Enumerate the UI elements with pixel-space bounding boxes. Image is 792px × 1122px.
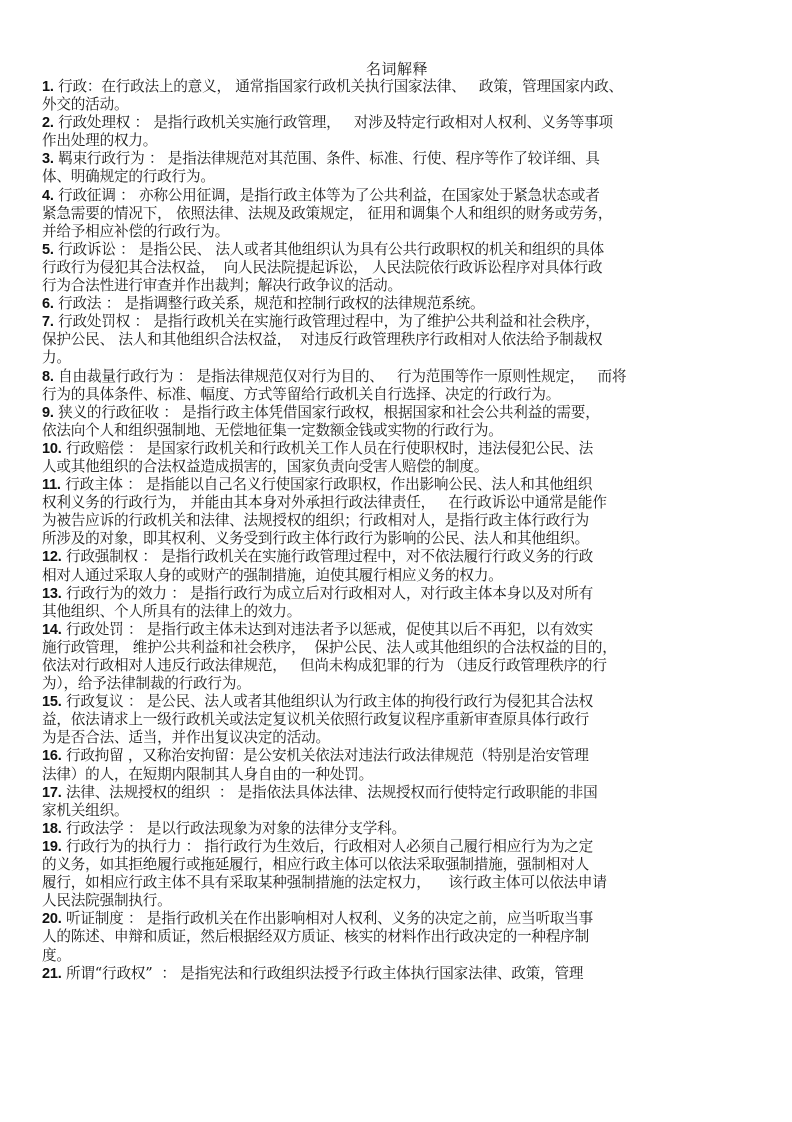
document-title: 名词解释 bbox=[365, 60, 428, 78]
definition-line bbox=[42, 747, 752, 765]
definition-line bbox=[42, 965, 752, 983]
entry-number: 14. bbox=[42, 621, 62, 638]
definition-line bbox=[42, 585, 752, 603]
entry-text: 紧急需要的情况下， 依照法律、法规及政策规定， 征用和调集个人和组织的财务或劳务， bbox=[42, 204, 613, 222]
definition-entry bbox=[42, 78, 752, 114]
entry-text: 家机关组织。 bbox=[42, 801, 129, 819]
entry-text: 依法向个人和组织强制地、无偿地征集一定数额金钱或实物的行政行为。 bbox=[42, 421, 503, 439]
entry-text: 法律）的人，在短期内限制其人身自由的一种处罚。 bbox=[42, 765, 374, 783]
entry-number: 6. bbox=[42, 296, 54, 313]
entry-text: 行政强制权 ： 是指行政机关在实施行政管理过程中，对不依法履行行政义务的行政 bbox=[61, 548, 594, 566]
definition-line bbox=[42, 693, 752, 711]
entry-number: 9. bbox=[42, 404, 54, 421]
definition-line bbox=[42, 838, 752, 856]
definition-line bbox=[42, 820, 752, 838]
definition-entry bbox=[42, 241, 752, 295]
entry-text: 行政行为的效力 ： 是指行政行为成立后对行政相对人，对行政主体本身以及对所有 bbox=[61, 584, 594, 602]
entry-text: 人的陈述、申辩和质证，然后根据经双方质证、核实的材料作出行政决定的一种程序制 bbox=[42, 928, 589, 946]
definition-line bbox=[42, 603, 752, 621]
definition-line bbox=[42, 223, 752, 241]
entry-text: 人或其他组织的合法权益造成损害的，国家负责向受害人赔偿的制度。 bbox=[42, 457, 489, 475]
definition-line bbox=[42, 928, 752, 946]
definition-entry bbox=[42, 313, 752, 367]
entry-number: 13. bbox=[42, 585, 62, 602]
entry-number: 2. bbox=[42, 115, 54, 132]
definition-entry bbox=[42, 784, 752, 820]
definition-entry bbox=[42, 114, 752, 150]
definition-line bbox=[42, 368, 752, 386]
entry-number: 7. bbox=[42, 314, 54, 331]
entry-text: 行为合法性进行审查并作出裁判；解决行政争议的活动。 bbox=[42, 277, 402, 295]
definition-line bbox=[42, 567, 752, 585]
entry-text: 行政行为的执行力 ： 指行政行为生效后，行政相对人必须自己履行相应行为为之定 bbox=[61, 837, 594, 855]
entry-text: 行政主体 ： 是指能以自己名义行使国家行政职权，作出影响公民、法人和其他组织 bbox=[60, 476, 593, 494]
entry-text: 行政处理权 ： 是指行政机关实施行政管理， 对涉及特定行政相对人权利、义务等事项 bbox=[53, 114, 613, 132]
definition-line bbox=[42, 657, 752, 675]
definition-entry bbox=[42, 747, 752, 783]
entry-text: 自由裁量行政行为 ： 是指法律规范仅对行为目的、 行为范围等作一原则性规定， 而将 bbox=[53, 367, 627, 385]
definition-line bbox=[42, 168, 752, 186]
definition-entry bbox=[42, 910, 752, 964]
definition-line bbox=[42, 205, 752, 223]
definition-line bbox=[42, 530, 752, 548]
definition-line bbox=[42, 349, 752, 367]
entry-text: 的义务，如其拒绝履行或拖延履行，相应行政主体可以依法采取强制措施，强制相对人 bbox=[42, 856, 589, 874]
entry-text: 权利义务的行政行为， 并能由其本身对外承担行政法律责任， 在行政诉讼中通常是能作 bbox=[42, 494, 607, 512]
definition-line bbox=[42, 892, 752, 910]
definition-line bbox=[42, 150, 752, 168]
definition-line bbox=[42, 856, 752, 874]
entry-number: 15. bbox=[42, 694, 62, 711]
definition-entry bbox=[42, 621, 752, 693]
entry-text: 行政法学 ： 是以行政法现象为对象的法律分支学科。 bbox=[61, 819, 406, 837]
entry-number: 19. bbox=[42, 838, 62, 855]
definition-line bbox=[42, 114, 752, 132]
definition-line bbox=[42, 548, 752, 566]
entry-text: 行政拘留 ，又称治安拘留：是公安机关依法对违法行政法律规范（特别是治安管理 bbox=[61, 747, 589, 765]
definition-line bbox=[42, 386, 752, 404]
definition-line bbox=[42, 784, 752, 802]
entry-text: 行政法 ： 是指调整行政关系，规范和控制行政权的法律规范系统。 bbox=[53, 295, 485, 313]
entry-text: 行政诉讼 ： 是指公民、 法人或者其他组织认为具有公共行政职权的机关和组织的具体 bbox=[53, 240, 605, 258]
definition-line bbox=[42, 440, 752, 458]
definition-line bbox=[42, 96, 752, 114]
definition-line bbox=[42, 711, 752, 729]
definition-line bbox=[42, 187, 752, 205]
definition-line bbox=[42, 639, 752, 657]
entry-text: 保护公民、 法人和其他组织合法权益， 对违反行政管理秩序行政相对人依法给予制裁权 bbox=[42, 331, 603, 349]
definition-line bbox=[42, 422, 752, 440]
definition-line bbox=[42, 331, 752, 349]
entry-number: 16. bbox=[42, 748, 62, 765]
entry-text: 羁束行政行为 ： 是指法律规范对其范围、条件、标准、行使、程序等作了较详细、具 bbox=[53, 150, 600, 168]
entry-number: 5. bbox=[42, 241, 54, 258]
entry-text: 人民法院强制执行。 bbox=[42, 892, 172, 910]
entry-number: 1. bbox=[42, 79, 54, 95]
entry-text: 行为的具体条件、标准、幅度、方式等留给行政机关自行选择、决定的行政行为。 bbox=[42, 385, 561, 403]
entry-text: 益，依法请求上一级行政机关或法定复议机关依照行政复议程序重新审查原具体行政行 bbox=[42, 711, 589, 729]
definition-line bbox=[42, 802, 752, 820]
entry-text: 行政：在行政法上的意义， 通常指国家行政机关执行国家法律、 政策，管理国家内政、 bbox=[53, 78, 623, 95]
entry-text: 并给予相应补偿的行政行为。 bbox=[42, 222, 230, 240]
definition-entry bbox=[42, 368, 752, 404]
definition-line bbox=[42, 766, 752, 784]
definition-line bbox=[42, 621, 752, 639]
entry-number: 12. bbox=[42, 549, 62, 566]
definition-line bbox=[42, 910, 752, 928]
entry-text: 法律、法规授权的组织 ： 是指依法具体法律、法规授权而行使特定行政职能的非国 bbox=[61, 783, 598, 801]
definition-line bbox=[42, 295, 752, 313]
entry-text: 履行，如相应行政主体不具有采取某种强制措施的法定权力， 该行政主体可以依法申请 bbox=[42, 874, 607, 892]
entry-number: 21. bbox=[42, 965, 62, 982]
definition-line bbox=[42, 241, 752, 259]
definition-line bbox=[42, 313, 752, 331]
definition-line bbox=[42, 259, 752, 277]
definition-line bbox=[42, 458, 752, 476]
definition-entry bbox=[42, 150, 752, 186]
definition-line bbox=[42, 494, 752, 512]
definition-line bbox=[42, 512, 752, 530]
entry-text: 相对人通过采取人身的或财产的强制措施，迫使其履行相应义务的权力。 bbox=[42, 566, 503, 584]
definition-entry bbox=[42, 838, 752, 910]
entry-text: 行政处罚 ： 是指行政主体未达到对违法者予以惩戒，促使其以后不再犯，以有效实 bbox=[61, 620, 594, 638]
definition-line bbox=[42, 78, 752, 96]
entry-text: 施行政管理， 维护公共利益和社会秩序， 保护公民、法人或其他组织的合法权益的目的， bbox=[42, 638, 617, 656]
entry-text: 度。 bbox=[42, 946, 71, 964]
document-page bbox=[42, 60, 752, 983]
entry-text: 其他组织、个人所具有的法律上的效力。 bbox=[42, 602, 302, 620]
definition-entry bbox=[42, 585, 752, 621]
definition-line bbox=[42, 132, 752, 150]
entry-text: 外交的活动。 bbox=[42, 96, 129, 114]
entry-number: 3. bbox=[42, 151, 54, 168]
entry-text: 行政行为侵犯其合法权益， 向人民法院提起诉讼， 人民法院依行政诉讼程序对具体行政 bbox=[42, 258, 603, 276]
entry-number: 10. bbox=[42, 440, 62, 457]
definition-entry bbox=[42, 404, 752, 440]
entry-number: 4. bbox=[42, 187, 54, 204]
entry-number: 11. bbox=[42, 477, 61, 494]
definition-entry bbox=[42, 820, 752, 838]
entry-number: 8. bbox=[42, 368, 54, 385]
entry-text: 所谓“行政权” ： 是指宪法和行政组织法授予行政主体执行国家法律、政策，管理 bbox=[61, 964, 584, 982]
definition-list bbox=[42, 78, 752, 983]
definition-entry bbox=[42, 548, 752, 584]
entry-text: 行政处罚权 ： 是指行政机关在实施行政管理过程中，为了维护公共利益和社会秩序， bbox=[53, 313, 600, 331]
entry-text: 为是否合法、适当，并作出复议决定的活动。 bbox=[42, 729, 330, 747]
definition-line bbox=[42, 874, 752, 892]
entry-number: 18. bbox=[42, 820, 62, 837]
entry-number: 17. bbox=[42, 784, 62, 801]
entry-text: 体、明确规定的行政行为。 bbox=[42, 168, 215, 186]
entry-text: 听证制度 ： 是指行政机关在作出影响相对人权利、义务的决定之前，应当听取当事 bbox=[61, 910, 594, 928]
entry-text: 力。 bbox=[42, 349, 71, 367]
entry-text: 行政复议 ： 是公民、法人或者其他组织认为行政主体的拘役行政行为侵犯其合法权 bbox=[61, 693, 594, 711]
entry-text: 依法对行政相对人违反行政法律规范， 但尚未构成犯罪的行为 （违反行政管理秩序的行 bbox=[42, 657, 607, 674]
entry-text: 为被告应诉的行政机关和法律、法规授权的组织；行政相对人，是指行政主体行政行为 bbox=[42, 512, 589, 530]
definition-line bbox=[42, 675, 752, 693]
entry-text: 行政赔偿 ： 是国家行政机关和行政机关工作人员在行使职权时，违法侵犯公民、法 bbox=[61, 439, 594, 457]
definition-entry bbox=[42, 295, 752, 313]
definition-line bbox=[42, 947, 752, 965]
definition-entry bbox=[42, 965, 752, 983]
definition-entry bbox=[42, 476, 752, 548]
entry-number: 20. bbox=[42, 911, 62, 928]
definition-line bbox=[42, 404, 752, 422]
definition-entry bbox=[42, 440, 752, 476]
definition-line bbox=[42, 277, 752, 295]
entry-text: 所涉及的对象，即其权利、义务受到行政主体行政行为影响的公民、法人和其他组织。 bbox=[42, 530, 589, 548]
entry-text: 为），给予法律制裁的行政行为。 bbox=[42, 675, 251, 693]
entry-text: 作出处理的权力。 bbox=[42, 132, 158, 150]
definition-line bbox=[42, 729, 752, 747]
definition-line bbox=[42, 476, 752, 494]
entry-text: 行政征调 ： 亦称公用征调，是指行政主体等为了公共利益，在国家处于紧急状态或者 bbox=[53, 186, 600, 204]
definition-entry bbox=[42, 693, 752, 747]
definition-entry bbox=[42, 187, 752, 241]
entry-text: 狭义的行政征收 ： 是指行政主体凭借国家行政权，根据国家和社会公共利益的需要， bbox=[53, 403, 600, 421]
